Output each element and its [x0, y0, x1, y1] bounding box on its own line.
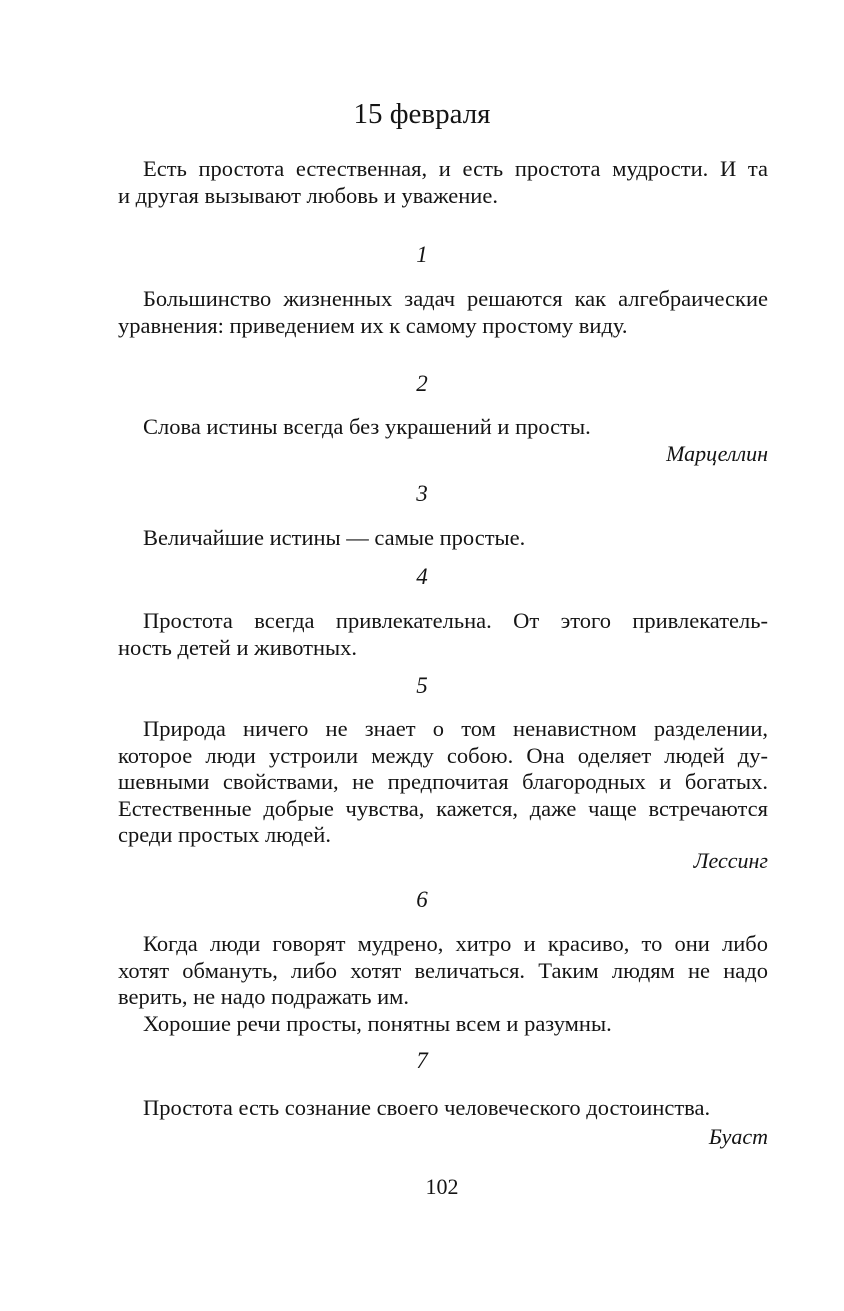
section-number: 1 — [416, 242, 428, 267]
section-paragraph — [118, 931, 768, 1037]
text-line: Простота всегда привлекательна. От этого привлекатель- — [143, 608, 768, 633]
section-number: 7 — [416, 1048, 428, 1073]
intro-paragraph — [118, 156, 768, 209]
section-number: 2 — [416, 371, 428, 396]
text-line: верить, не надо подражать им. — [118, 984, 410, 1009]
section-paragraph — [118, 286, 768, 339]
text-line: уравнения: приведением их к самому простому виду. — [118, 312, 628, 338]
text-line: Простота есть сознание своего человеческого достоинства. — [143, 1095, 711, 1120]
text-line: Большинство жизненных задач решаются как алгебраические — [143, 286, 768, 311]
section-paragraph — [118, 716, 768, 849]
quote-author: Лессинг — [693, 848, 768, 873]
quote-author: Марцеллин — [666, 441, 768, 466]
text-line: Есть простота естественная, и есть простота мудрости. И та — [143, 156, 768, 181]
section-paragraph — [118, 1095, 768, 1122]
section-paragraph — [118, 608, 768, 661]
text-line: среди простых людей. — [118, 822, 331, 847]
text-line: Хорошие речи просты, понятны всем и разумны. — [143, 1010, 612, 1036]
section-paragraph — [118, 525, 768, 552]
section-number: 3 — [416, 481, 428, 506]
text-line: Природа ничего не знает о том ненавистном разделении, — [143, 716, 768, 741]
section-number: 5 — [416, 673, 428, 698]
text-line: которое люди устроили между собою. Она оделяет людей ду- — [118, 742, 768, 768]
text-line: хотят обмануть, либо хотят величаться. Таким людям не надо — [118, 957, 768, 983]
text-line: Когда люди говорят мудрено, хитро и красиво, то они либо — [143, 931, 768, 956]
section-paragraph — [118, 414, 768, 441]
text-line: Слова истины всегда без украшений и просты. — [143, 414, 591, 439]
text-line: ность детей и животных. — [118, 634, 358, 660]
quote-author: Буаст — [708, 1124, 768, 1149]
text-line: шевными свойствами, не предпочитая благородных и богатых. — [118, 769, 768, 794]
page-number: 102 — [425, 1174, 459, 1199]
text-line: Естественные добрые чувства, кажется, даже чаще встречаются — [118, 795, 768, 821]
text-line: и другая вызывают любовь и уважение. — [118, 182, 498, 208]
page-title: 15 февраля — [353, 98, 491, 130]
section-number: 4 — [416, 564, 428, 589]
text-line: Величайшие истины — самые простые. — [143, 525, 526, 550]
section-number: 6 — [416, 887, 428, 912]
